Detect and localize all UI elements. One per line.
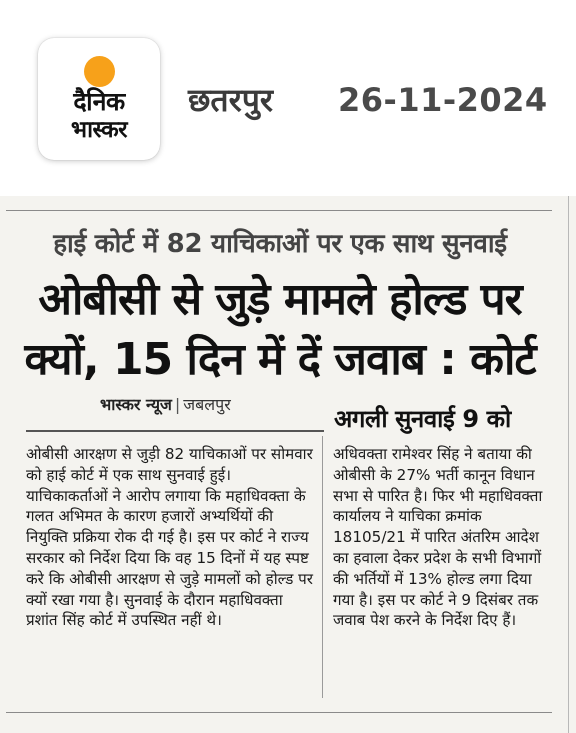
side-heading: अगली सुनवाई 9 को	[334, 405, 511, 433]
byline-source: भास्कर न्यूज	[100, 395, 172, 414]
sun-icon	[84, 56, 115, 87]
clipping-edge	[568, 196, 569, 733]
byline-place: जबलपुर	[183, 395, 231, 414]
column-divider	[322, 436, 323, 698]
logo-text-line1: दैनिक	[73, 87, 125, 116]
edition-city: छतरपुर	[188, 81, 274, 119]
byline	[100, 395, 231, 415]
clipping-bottom-rule	[6, 712, 552, 713]
left-body-text: ओबीसी आरक्षण से जुड़ी 82 याचिकाओं पर सोमवार को हाई कोर्ट में एक साथ सुनवाई हुई। याचिकाकर्ताओं ने आरोप लगाया कि महाधिवक्ता के गलत अभिमत के कारण हजारों अभ्यर्थियों की नियुक्ति प्रक्रिया रोक दी गई है। इस पर कोर्ट ने राज्य सरकार को निर्देश दिया कि वह 15 दिनों में यह स्पष्ट करे कि ओबीसी आरक्षण से जुड़े मामलों को होल्ड पर क्यों रखा गया है। सुनवाई के दौरान महाधिवक्ता प्रशांत सिंह कोर्ट में उपस्थित नहीं थे।	[26, 445, 314, 630]
headline-line-2: क्यों, 15 दिन में दें जवाब : कोर्ट	[24, 334, 536, 385]
right-body-text: अधिवक्ता रामेश्वर सिंह ने बताया की ओबीसी के 27% भर्ती कानून विधान सभा से पारित है। फिर भी महाधिवक्ता कार्यालय ने याचिका क्रमांक 18105/21 में पारित अंतरिम आदेश का हवाला देकर प्रदेश के सभी विभागों की भर्तियों में 13% होल्ड लगा दिया गया है। इस पर कोर्ट ने 9 दिसंबर तक जवाब पेश करने के निर्देश दिए हैं।	[333, 445, 543, 630]
clipping-top-rule	[6, 210, 552, 211]
byline-separator: |	[174, 395, 181, 414]
dainik-bhaskar-logo[interactable]	[38, 38, 160, 160]
logo-text-line2: भास्कर	[70, 117, 128, 143]
headline-line-1: ओबीसी से जुड़े मामले होल्ड पर	[38, 274, 522, 325]
edition-date: 26-11-2024	[338, 81, 548, 119]
header-bar	[0, 0, 576, 190]
article-column-right	[333, 444, 553, 631]
article-kicker: हाई कोर्ट में 82 याचिकाओं पर एक साथ सुनवाई	[53, 229, 507, 259]
byline-rule	[26, 430, 324, 432]
article-column-left	[26, 444, 316, 631]
